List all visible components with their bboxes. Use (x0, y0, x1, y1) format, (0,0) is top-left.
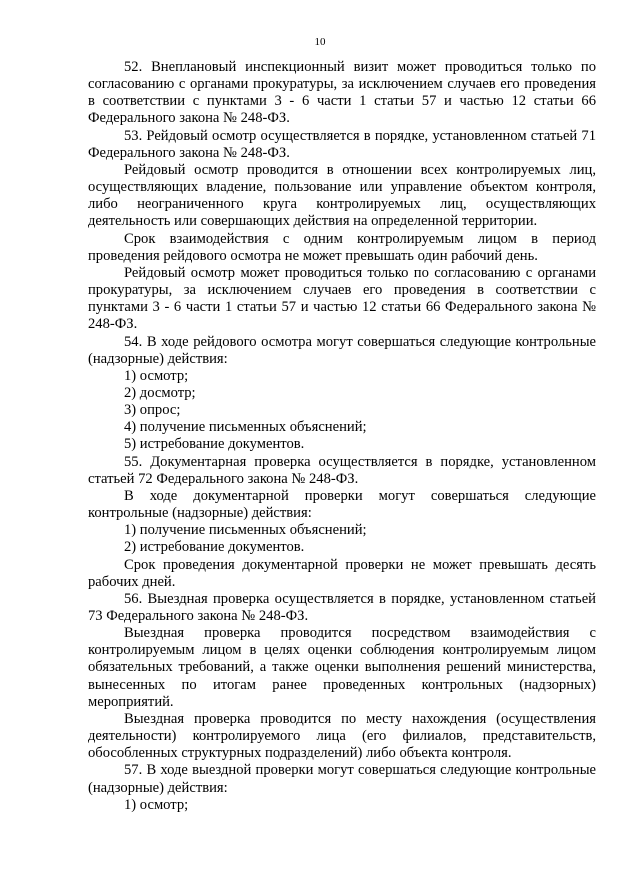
paragraph: Срок взаимодействия с одним контролируемым лицом в период проведения рейдового осмотра не может превышать один рабочий день. (88, 230, 596, 264)
list-item: 2) истребование документов. (124, 539, 305, 556)
paragraph: Рейдовый осмотр может проводиться только по согласованию с органами прокуратуры, за исключением случаев его проведения в соответствии с пунктами 3 - 6 части 1 статьи 57 и частью 12 статьи 66 Федерального закона № 248-ФЗ. (88, 264, 596, 333)
list-item: 1) осмотр; (124, 367, 189, 384)
list-item: 4) получение письменных объяснений; (124, 419, 367, 436)
paragraph: 56. Выездная проверка осуществляется в порядке, установленном статьей 73 Федерального закона № 248-ФЗ. (88, 590, 596, 624)
paragraph: Срок проведения документарной проверки не может превышать десять рабочих дней. (88, 556, 596, 590)
list-item: 1) осмотр; (124, 796, 189, 813)
paragraph: 55. Документарная проверка осуществляется в порядке, установленном статьей 72 Федерального закона № 248-ФЗ. (88, 453, 596, 487)
document-body (88, 59, 596, 814)
paragraph: 53. Рейдовый осмотр осуществляется в порядке, установленном статьей 71 Федерального закона № 248-ФЗ. (88, 127, 596, 161)
paragraph: Выездная проверка проводится посредством взаимодействия с контролируемым лицом в целях оценки соблюдения контролируемым лицом обязательных требований, а также оценки выполнения решений министерства, вынесенных по итогам ранее проведенных контрольных (надзорных) мероприятий. (88, 625, 596, 710)
paragraph: В ходе документарной проверки могут совершаться следующие контрольные (надзорные) действия: (88, 487, 596, 522)
list-item: 5) истребование документов. (124, 436, 305, 453)
paragraph: 57. В ходе выездной проверки могут совершаться следующие контрольные (надзорные) действия: (88, 762, 596, 796)
list-item: 1) получение письменных объяснений; (124, 522, 367, 539)
paragraph: 54. В ходе рейдового осмотра могут совершаться следующие контрольные (надзорные) действия: (88, 333, 596, 367)
list-item: 3) опрос; (124, 402, 181, 419)
list-item: 2) досмотр; (124, 384, 196, 401)
page-number: 10 (314, 36, 326, 48)
paragraph: 52. Внеплановый инспекционный визит может проводиться только по согласованию с органами прокуратуры, за исключением случаев его проведения в соответствии с пунктами 3 - 6 части 1 статьи 57 и частью 12 статьи 66 Федерального закона № 248-ФЗ. (88, 59, 596, 127)
paragraph: Рейдовый осмотр проводится в отношении всех контролируемых лиц, осуществляющих владение, пользование или управление объектом контроля, либо неограниченного круга контролируемых лиц, осуществляющих деятельность или совершающих действия на определенной территории. (88, 161, 596, 230)
paragraph: Выездная проверка проводится по месту нахождения (осуществления деятельности) контролируемого лица (его филиалов, представительств, обособленных структурных подразделений) либо объекта контроля. (88, 710, 596, 762)
